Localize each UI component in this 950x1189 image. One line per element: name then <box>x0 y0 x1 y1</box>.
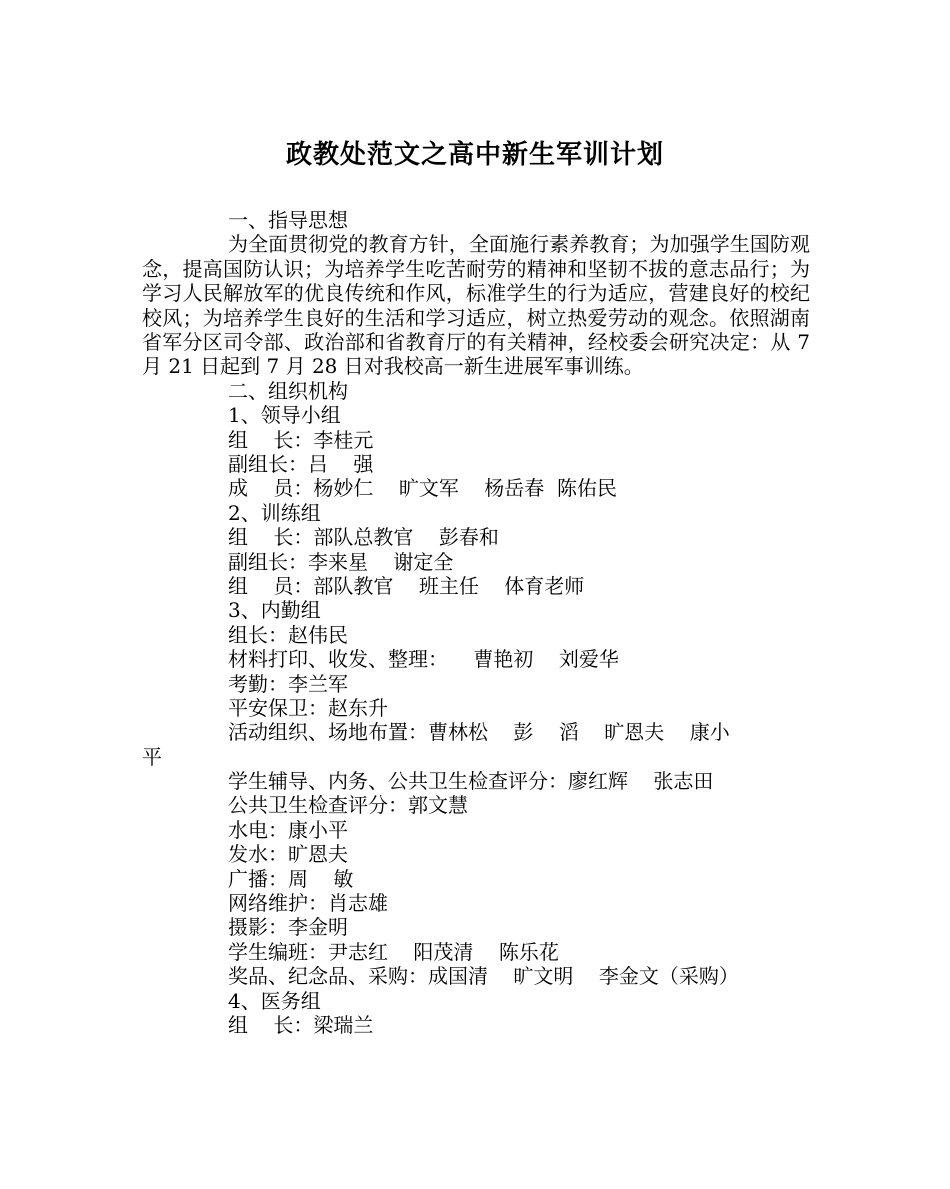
logistics-utilities: 水电：康小平 <box>228 817 348 842</box>
logistics-security: 平安保卫：赵东升 <box>228 695 388 720</box>
logistics-activity: 活动组织、场地布置：曹林松 彭 滔 旷恩夫 康小 <box>228 720 730 745</box>
group-heading-leadership: 1、领导小组 <box>228 403 341 428</box>
logistics-class-assignment: 学生编班：尹志红 阳茂清 陈乐花 <box>228 939 559 964</box>
logistics-network: 网络维护：肖志雄 <box>228 891 388 916</box>
logistics-photography: 摄影：李金明 <box>228 915 348 940</box>
leadership-leader: 组 长：李桂元 <box>228 427 374 452</box>
logistics-attendance: 考勤：李兰军 <box>228 671 348 696</box>
section-heading-organization: 二、组织机构 <box>228 378 348 403</box>
training-deputy: 副组长：李来星 谢定全 <box>228 549 454 574</box>
logistics-activity-continued: 平 <box>142 744 162 769</box>
group-heading-logistics: 3、内勤组 <box>228 598 321 623</box>
logistics-leader: 组长：赵伟民 <box>228 622 348 647</box>
logistics-hygiene: 公共卫生检查评分：郭文慧 <box>228 793 468 818</box>
leadership-deputy: 副组长：吕 强 <box>228 452 374 476</box>
guiding-thought-paragraph: 为全面贯彻党的教育方针，全面施行素养教育；为加强学生国防观念，提高国防认识；为培养学生吃苦耐劳的精神和坚韧不拔的意志品行；为学习人民解放军的优良传统和作风，标准学生的行为适应，营建良好的校纪校风；为培养学生良好的生活和学习适应，树立热爱劳动的观念。依照湖南省军分区司令部、政治部和省教育厅的有关精神，经校委会研究决定：从 7 月 21 日起到 7 月 28 日对我校高一新生进展军事训练。 <box>142 232 810 379</box>
medical-leader: 组 长：梁瑞兰 <box>228 1012 374 1037</box>
logistics-broadcast: 广播：周 敏 <box>228 866 354 891</box>
group-heading-medical: 4、医务组 <box>228 988 321 1013</box>
logistics-materials: 材料打印、收发、整理： 曹艳初 刘爱华 <box>228 647 619 672</box>
document-body <box>142 208 810 1037</box>
logistics-counseling: 学生辅导、内务、公共卫生检查评分：廖红辉 张志田 <box>228 769 714 794</box>
document-title: 政教处范文之高中新生军训计划 <box>285 140 664 170</box>
section-heading-guiding-thought: 一、指导思想 <box>228 208 348 232</box>
training-members: 组 员：部队教官 班主任 体育老师 <box>228 573 585 598</box>
group-heading-training: 2、训练组 <box>228 500 321 525</box>
training-leader: 组 长：部队总教官 彭春和 <box>228 525 499 550</box>
logistics-water: 发水：旷恩夫 <box>228 842 348 867</box>
leadership-members: 成 员：杨妙仁 旷文军 杨岳春 陈佑民 <box>228 476 618 501</box>
logistics-prizes: 奖品、纪念品、采购：成国清 旷文明 李金文（采购） <box>228 964 739 989</box>
